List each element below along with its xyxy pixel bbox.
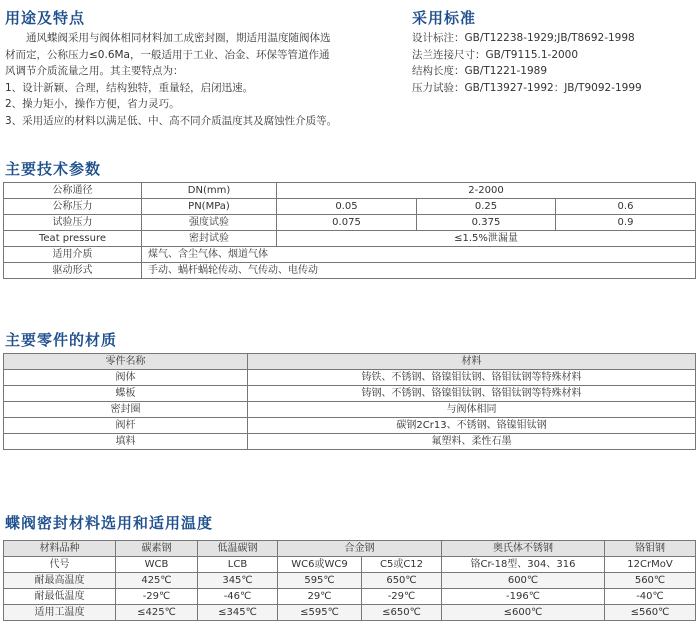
table-row [4, 386, 696, 402]
table-row [4, 231, 696, 247]
tech-value: 0.05 [277, 199, 417, 215]
row-label: 代号 [4, 557, 116, 573]
table-header-row [4, 354, 696, 370]
table-row [4, 418, 696, 434]
part-material: 铸钢、不锈钢、铬镍钼钛钢、铬钼钛钢等特殊材料 [248, 386, 696, 402]
usage-line: 3、采用适应的材料以满足低、中、高不同介质温度其及腐蚀性介质等。 [5, 114, 338, 127]
usage-line: 通风蝶阀采用与阀体相同材料加工成密封圈，期适用温度随阀体选 [5, 32, 331, 44]
cell: 560℃ [605, 573, 696, 589]
table-row [4, 573, 696, 589]
cell: C5或C12 [362, 557, 442, 573]
standard-line: 设计标注：GB/T12238-1929;JB/T8692-1998 [412, 32, 635, 44]
usage-text [5, 30, 390, 129]
tech-label: 适用介质 [4, 247, 142, 263]
tech-value: 煤气、含尘气体、烟道气体 [142, 247, 696, 263]
column-header: 碳素钢 [116, 541, 198, 557]
tech-title: 主要技术参数 [5, 160, 102, 178]
cell: LCB [198, 557, 278, 573]
row-label: 适用工温度 [4, 605, 116, 621]
seal-table [3, 540, 696, 621]
cell: -29℃ [362, 589, 442, 605]
tech-value: ≤1.5%泄漏量 [277, 231, 696, 247]
tech-label: 试验压力 [4, 215, 142, 231]
part-material: 与阀体相同 [248, 402, 696, 418]
cell: WCB [116, 557, 198, 573]
standards-list [412, 30, 642, 96]
tech-value: 0.25 [417, 199, 556, 215]
part-material: 碳钢2Cr13、不锈钢、铬镍钼钛钢 [248, 418, 696, 434]
cell: 29℃ [278, 589, 362, 605]
cell: -196℃ [442, 589, 605, 605]
tech-sub: DN(mm) [142, 183, 277, 199]
table-row [4, 557, 696, 573]
tech-sub: 密封试验 [142, 231, 277, 247]
cell: ≤345℃ [198, 605, 278, 621]
cell: ≤650℃ [362, 605, 442, 621]
table-header-row [4, 541, 696, 557]
cell: 650℃ [362, 573, 442, 589]
row-label: 耐最低温度 [4, 589, 116, 605]
part-name: 蝶板 [4, 386, 248, 402]
table-row [4, 434, 696, 450]
usage-line: 2、操力矩小，操作方便，省力灵巧。 [5, 98, 180, 110]
tech-value: 0.6 [556, 199, 696, 215]
tech-value: 0.9 [556, 215, 696, 231]
tech-value: 0.075 [277, 215, 417, 231]
tech-value: 2-2000 [277, 183, 696, 199]
table-row [4, 247, 696, 263]
column-header: 合金钢 [278, 541, 442, 557]
parts-table [3, 353, 696, 450]
tech-value: 手动、蜗杆蜗轮传动、气传动、电传动 [142, 263, 696, 279]
column-header: 材料品种 [4, 541, 116, 557]
standard-line: 压力试验：GB/T13927-1992：JB/T9092-1999 [412, 81, 642, 94]
part-name: 填料 [4, 434, 248, 450]
table-row [4, 263, 696, 279]
part-material: 铸铁、不锈钢、铬镍钼钛钢、铬钼钛钢等特殊材料 [248, 370, 696, 386]
usage-title: 用途及特点 [5, 9, 86, 27]
part-name: 阀杆 [4, 418, 248, 434]
cell: WC6或WC9 [278, 557, 362, 573]
row-label: 耐最高温度 [4, 573, 116, 589]
column-header: 材料 [248, 354, 696, 370]
cell: 12CrMoV [605, 557, 696, 573]
cell: -46℃ [198, 589, 278, 605]
standard-line: 法兰连接尺寸：GB/T9115.1-2000 [412, 48, 579, 61]
cell: ≤600℃ [442, 605, 605, 621]
table-row [4, 199, 696, 215]
tech-table [3, 182, 696, 279]
tech-sub: PN(MPa) [142, 199, 277, 215]
cell: ≤425℃ [116, 605, 198, 621]
table-row [4, 402, 696, 418]
cell: 425℃ [116, 573, 198, 589]
cell: ≤560℃ [605, 605, 696, 621]
part-name: 阀体 [4, 370, 248, 386]
seal-title: 蝶阀密封材料选用和适用温度 [5, 514, 214, 532]
cell: ≤595℃ [278, 605, 362, 621]
tech-value: 0.375 [417, 215, 556, 231]
column-header: 零件名称 [4, 354, 248, 370]
usage-line: 风调节介质流量之用。其主要特点为： [5, 65, 184, 77]
cell: 345℃ [198, 573, 278, 589]
column-header: 铬钼钢 [605, 541, 696, 557]
tech-label: 公称压力 [4, 199, 142, 215]
parts-title: 主要零件的材质 [5, 331, 118, 349]
table-row [4, 605, 696, 621]
part-material: 氟塑料、柔性石墨 [248, 434, 696, 450]
standards-title: 采用标准 [412, 9, 477, 27]
column-header: 奥氏体不锈钢 [442, 541, 605, 557]
table-row [4, 370, 696, 386]
standard-line: 结构长度：GB/T1221-1989 [412, 65, 548, 77]
tech-label: 驱动形式 [4, 263, 142, 279]
tech-sub: 强度试验 [142, 215, 277, 231]
cell: 595℃ [278, 573, 362, 589]
tech-label: 公称通径 [4, 183, 142, 199]
cell: -29℃ [116, 589, 198, 605]
cell: -40℃ [605, 589, 696, 605]
part-name: 密封圈 [4, 402, 248, 418]
usage-line: 材而定，公称压力≤0.6Ma，一般适用于工业、冶金、环保等管道作通 [5, 48, 330, 61]
cell: 铬Cr-18型、304、316 [442, 557, 605, 573]
table-row [4, 215, 696, 231]
table-row [4, 589, 696, 605]
table-row [4, 183, 696, 199]
usage-line: 1、设计新颖、合理，结构独特，重量轻，启闭迅速。 [5, 81, 254, 94]
column-header: 低温碳钢 [198, 541, 278, 557]
cell: 600℃ [442, 573, 605, 589]
tech-label: Teat pressure [4, 231, 142, 247]
